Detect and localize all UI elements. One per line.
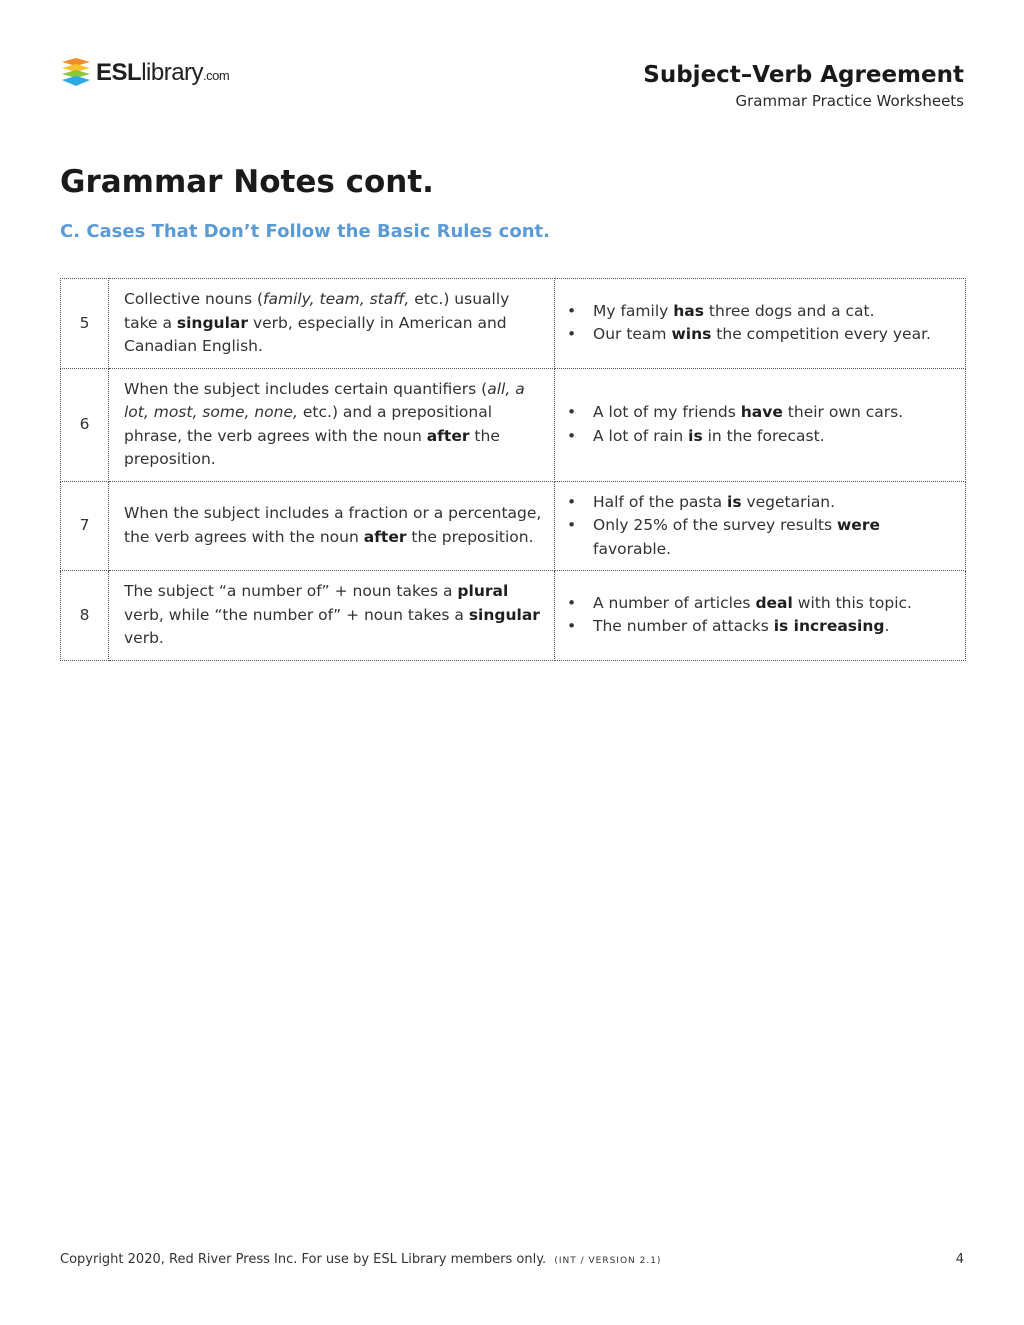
row-number: 8 [61, 571, 109, 661]
books-logo-icon [60, 58, 92, 88]
page-footer [60, 1252, 964, 1267]
section-heading: C. Cases That Don’t Follow the Basic Rules cont. [60, 221, 550, 242]
examples-cell [555, 368, 966, 481]
text-segment: The number of attacks [593, 617, 774, 636]
example-item [567, 491, 955, 515]
text-segment: the competition every year. [711, 325, 931, 344]
table-row [61, 368, 966, 481]
italic-text: all, a lot, most, some, none, [124, 379, 525, 421]
bold-text: is increasing [773, 617, 885, 636]
bullet-icon: • [567, 516, 577, 534]
grammar-notes-table [60, 278, 966, 661]
example-item [567, 323, 955, 347]
example-list [567, 592, 955, 639]
copyright-text: Copyright 2020, Red River Press Inc. For use by ESL Library members only. [60, 1252, 547, 1267]
bold-text: singular [468, 605, 540, 624]
page-title: Grammar Notes cont. [60, 164, 434, 200]
example-item [567, 615, 955, 639]
text-segment: etc.) usually take a [124, 290, 510, 332]
text-segment: vegetarian. [741, 492, 836, 511]
italic-text: family, team, staff, [263, 290, 410, 308]
example-item [567, 425, 955, 449]
text-segment: three dogs and a cat. [703, 301, 875, 320]
esl-library-logo [60, 58, 229, 88]
rule-description [109, 481, 555, 571]
table-row [61, 571, 966, 661]
row-number: 6 [61, 368, 109, 481]
table-row [61, 279, 966, 369]
bold-text: is [688, 426, 703, 445]
document-subtitle: Grammar Practice Worksheets [735, 92, 964, 110]
rule-description [109, 571, 555, 661]
text-segment: verb. [124, 629, 164, 647]
bold-text: is [727, 492, 742, 511]
examples-cell [555, 279, 966, 369]
row-number: 7 [61, 481, 109, 571]
bullet-icon: • [567, 403, 577, 421]
bullet-icon: • [567, 617, 577, 636]
row-number: 5 [61, 279, 109, 369]
bold-text: wins [671, 325, 712, 344]
text-segment: A lot of my friends [593, 403, 741, 421]
examples-cell [555, 481, 966, 571]
bold-text: after [363, 527, 407, 546]
text-segment: verb, while “the number of” + noun takes a [124, 605, 469, 624]
text-segment: A lot of rain [593, 426, 689, 445]
rule-description [109, 368, 555, 481]
text-segment: When the subject includes a fraction or a percentage, the verb agrees with the noun [124, 504, 542, 546]
text-segment: etc.) and a prepositional phrase, the verb agrees with the noun [124, 403, 493, 445]
text-segment: When the subject includes certain quantifiers ( [124, 379, 488, 398]
bold-text: have [740, 403, 783, 421]
bold-text: were [836, 516, 880, 534]
text-segment: their own cars. [782, 403, 904, 421]
table-row [61, 481, 966, 571]
text-segment: favorable. [593, 539, 672, 558]
version-label: (INT / VERSION 2.1) [554, 1256, 662, 1266]
bold-text: singular [176, 313, 249, 332]
bold-text: plural [457, 582, 509, 600]
example-item [567, 300, 955, 324]
bold-text: has [673, 301, 704, 320]
bullet-icon: • [567, 325, 577, 344]
text-segment: verb, especially in American and Canadian English. [124, 313, 507, 355]
logo-wordmark: ESLlibrary.com [96, 59, 230, 86]
document-header [643, 62, 964, 110]
text-segment: . [884, 617, 890, 636]
text-segment: the preposition. [406, 527, 534, 546]
bold-text: after [426, 426, 470, 445]
example-list [567, 491, 955, 562]
bullet-icon: • [567, 593, 577, 612]
rule-description [109, 279, 555, 369]
text-segment: in the forecast. [702, 426, 825, 445]
page-number: 4 [955, 1252, 964, 1267]
example-item [567, 514, 955, 561]
text-segment: Our team [593, 325, 672, 344]
text-segment: Half of the pasta [593, 492, 727, 511]
text-segment: My family [593, 301, 674, 320]
text-segment: Only 25% of the survey results [593, 516, 837, 534]
text-segment: Collective nouns ( [124, 290, 264, 308]
document-title: Subject–Verb Agreement [643, 62, 964, 88]
example-list [567, 300, 955, 347]
bold-text: deal [755, 593, 793, 612]
bullet-icon: • [567, 426, 577, 445]
example-list [567, 401, 955, 448]
text-segment: with this topic. [792, 593, 912, 612]
text-segment: The subject “a number of” + noun takes a [124, 582, 458, 600]
text-segment: the preposition. [124, 426, 500, 468]
example-item [567, 401, 955, 425]
example-item [567, 592, 955, 616]
text-segment: A number of articles [593, 593, 756, 612]
examples-cell [555, 571, 966, 661]
bullet-icon: • [567, 492, 577, 511]
bullet-icon: • [567, 301, 577, 320]
